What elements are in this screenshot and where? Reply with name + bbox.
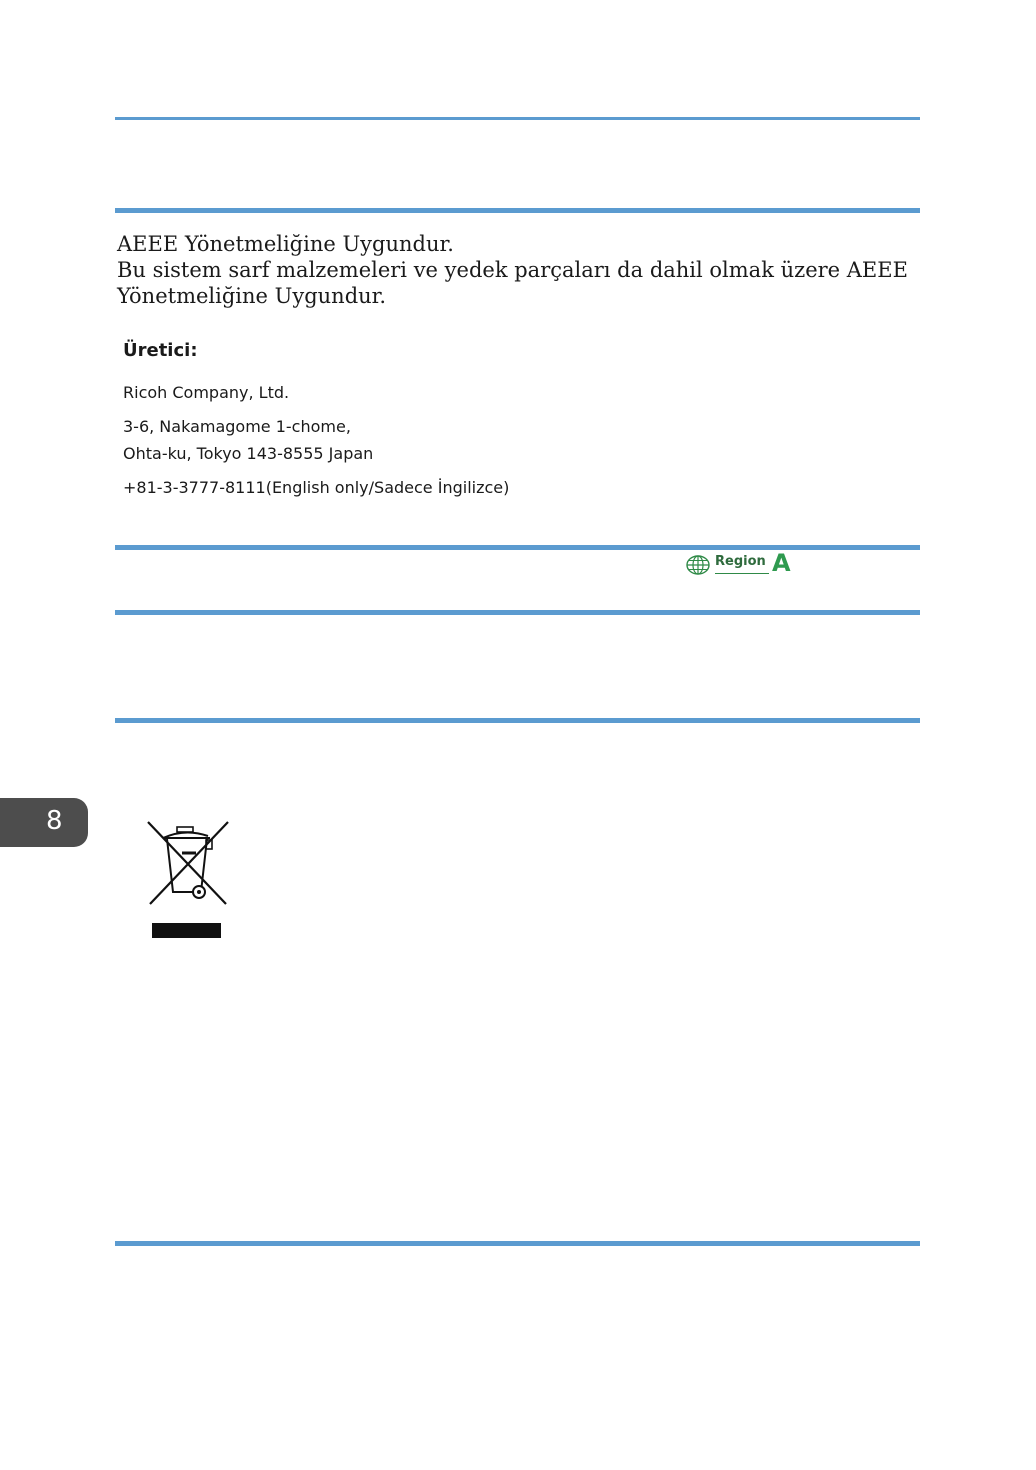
bottom-rule — [115, 1241, 920, 1246]
region-underline — [715, 573, 769, 574]
chapter-number: 8 — [46, 806, 63, 836]
compliance-line: Bu sistem sarf malzemeleri ve yedek parçaları da dahil olmak üzere AEEE — [117, 258, 908, 282]
crossed-out-wheelie-bin-icon — [146, 820, 230, 908]
weee-date-bar — [152, 923, 221, 938]
chapter-tab — [0, 798, 88, 847]
manufacturer-address-line1: 3-6, Nakamagome 1-chome, — [123, 417, 351, 436]
globe-icon — [686, 555, 710, 575]
manufacturer-phone: +81-3-3777-8111(English only/Sadece İngilizce) — [123, 478, 510, 497]
section-rule-3 — [115, 610, 920, 615]
compliance-line: AEEE Yönetmeliğine Uygundur. — [117, 232, 454, 256]
region-label: Region — [715, 554, 766, 569]
top-rule — [115, 117, 920, 120]
region-letter: A — [772, 549, 791, 577]
manufacturer-address-line2: Ohta-ku, Tokyo 143-8555 Japan — [123, 444, 374, 463]
manufacturer-company: Ricoh Company, Ltd. — [123, 383, 290, 402]
compliance-statement — [117, 231, 908, 309]
section-rule-4 — [115, 718, 920, 723]
section-rule-1 — [115, 208, 920, 213]
region-badge — [686, 549, 796, 577]
manufacturer-heading: Üretici: — [123, 340, 198, 361]
section-rule-2 — [115, 545, 920, 550]
compliance-line: Yönetmeliğine Uygundur. — [117, 284, 387, 308]
